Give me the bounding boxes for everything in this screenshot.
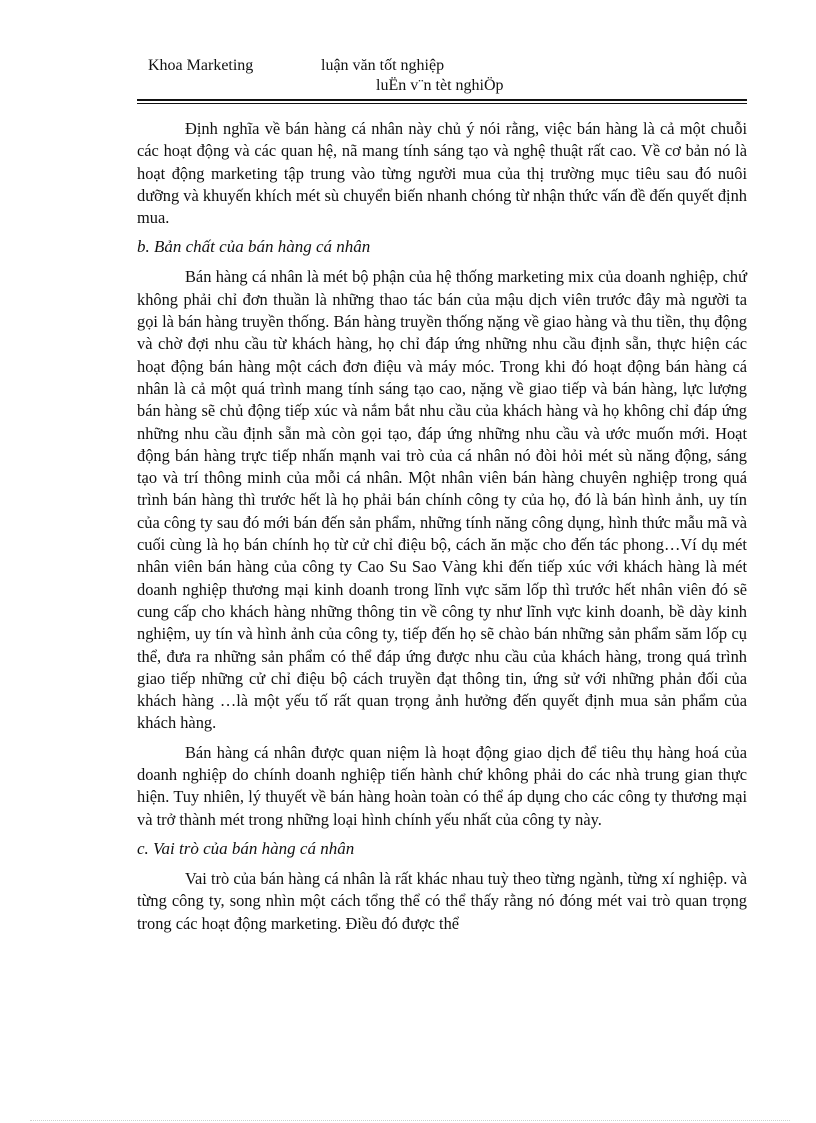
header-title-garbled: luËn v¨n tèt nghiÖp xyxy=(376,77,504,94)
document-body xyxy=(137,118,747,942)
page-header xyxy=(148,57,748,97)
paragraph-nature: Bán hàng cá nhân là mét bộ phận của hệ thống marketing mix của doanh nghiệp, chứ không phải chỉ đơn thuần là những thao tác bán của mậu dịch viên trước đây mà người ta gọi là bán hàng truyền thống. Bán hàng truyền thống nặng về giao hàng và thu tiền, thụ động và chờ đợi nhu cầu từ khách hàng, họ chỉ đáp ứng những nhu cầu định sẵn, thực hiện các hoạt động bán hàng một cách đơn điệu và máy móc. Trong khi đó hoạt động bán hàng cá nhân là cả một quá trình mang tính sáng tạo cao, nặng về giao tiếp và bán hàng, lực lượng bán hàng sẽ chủ động tiếp xúc và nắm bắt nhu cầu của khách hàng và họ không chỉ đáp ứng những nhu cầu định sẵn mà còn gọi tạo, đáp ứng những nhu cầu và ước muốn mới. Hoạt động bán hàng trực tiếp nhấn mạnh vai trò của cá nhân nó đòi hỏi mét sù năng động, sáng tạo và trí thông minh của mỗi cá nhân. Một nhân viên bán hàng chuyên nghiệp trong quá trình bán hàng thì trước hết là họ phải bán chính công ty của họ, đó là bán hình ảnh, uy tín của công ty sau đó mới bán đến sản phẩm, những tính năng công dụng, hình thức mẫu mã và cuối cùng là họ bán chính họ từ cử chỉ điệu bộ, cách ăn mặc cho đến tác phong…Ví dụ mét nhân viên bán hàng của công ty Cao Su Sao Vàng khi đến tiếp xúc với khách hàng là mét doanh nghiệp thương mại kinh doanh trong lĩnh vực săm lốp thì trước hết nhân viên đó sẽ cung cấp cho khách hàng những thông tin về công ty như lĩnh vực kinh doanh, bề dày kinh nghiệm, uy tín và hình ảnh của công ty, tiếp đến họ sẽ chào bán những sản phẩm săm lốp cụ thể, đưa ra những sản phẩm có thể đáp ứng được nhu cầu của khách hàng, trong quá trình giao tiếp những cử chỉ điệu bộ cách truyền đạt thông tin, ứng sử với những phản đối của khách hàng …là một yếu tố rất quan trọng ảnh hưởng đến quyết định mua sản phẩm của khách hàng. xyxy=(137,267,747,733)
header-department: Khoa Marketing xyxy=(148,57,254,74)
section-heading-c: c. Vai trò của bán hàng cá nhân xyxy=(137,838,355,858)
paragraph-concept: Bán hàng cá nhân được quan niệm là hoạt động giao dịch để tiêu thụ hàng hoá của doanh nghiệp do chính doanh nghiệp tiến hành chứ không phải do các nhà trung gian thực hiện. Tuy nhiên, lý thuyết về bán hàng hoàn toàn có thể áp dụng cho các công ty thương mại và trở thành mét trong những loại hình chính yếu nhất của công ty này. xyxy=(137,742,747,829)
header-rule-thick xyxy=(137,99,747,101)
page-bottom-divider xyxy=(30,1120,790,1121)
paragraph-role: Vai trò của bán hàng cá nhân là rất khác nhau tuỳ theo từng ngành, từng xí nghiệp. và từng công ty, song nhìn một cách tổng thể có thể thấy rằng nó đóng mét vai trò quan trọng trong các hoạt động marketing. Điều đó được thể xyxy=(137,868,747,933)
paragraph-definition: Định nghĩa về bán hàng cá nhân này chủ ý nói rằng, việc bán hàng là cả một chuỗi các hoạt động và các quan hệ, nã mang tính sáng tạo và nghệ thuật rất cao. Về cơ bản nó là hoạt động marketing tập trung vào từng người mua của thị trường mục tiêu sau đó nuôi dưỡng và khuyến khích mét sù chuyển biến nhanh chóng từ nhận thức vấn đề đến quyết định mua. xyxy=(137,119,747,228)
header-rule-thin xyxy=(137,103,747,104)
section-heading-b: b. Bản chất của bán hàng cá nhân xyxy=(137,237,371,257)
header-title: luận văn tốt nghiệp xyxy=(321,57,445,74)
